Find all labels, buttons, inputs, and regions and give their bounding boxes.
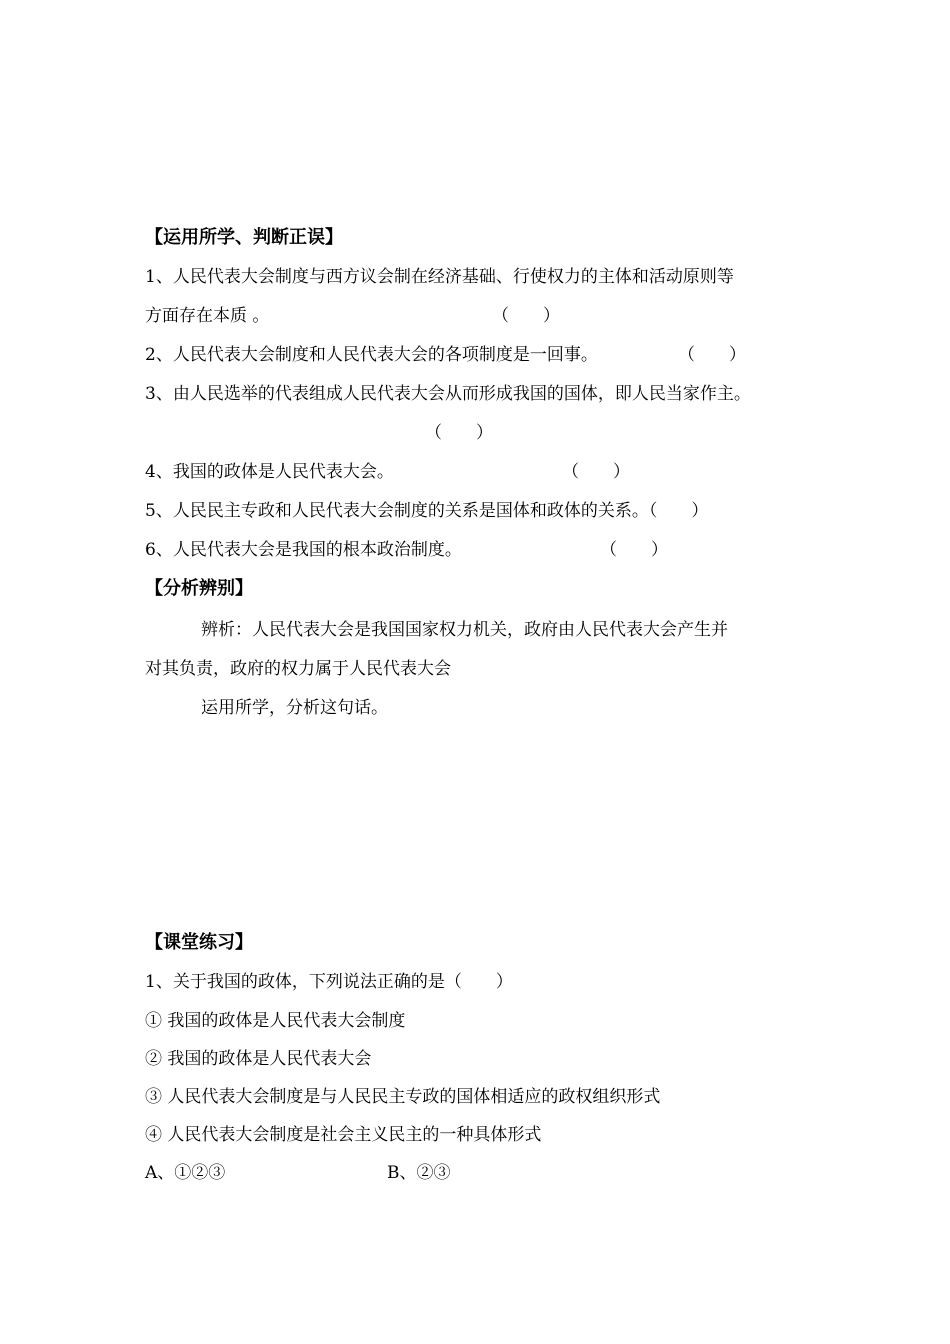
option-3: ③ 人民代表大会制度是与人民民主专政的国体相适应的政权组织形式 [145, 1087, 661, 1107]
answer-blank-2[interactable]: （ ） [678, 345, 746, 365]
answer-blank-1[interactable]: （ ） [492, 306, 560, 326]
question-5: 5、人民民主专政和人民代表大会制度的关系是国体和政体的关系。（ ） [145, 501, 709, 521]
section-heading-judgement: 【运用所学、判断正误】 [145, 227, 343, 248]
question-3: 3、由人民选举的代表组成人民代表大会从而形成我国的国体，即人民当家作主。 [145, 384, 751, 404]
analysis-line-2: 对其负责，政府的权力属于人民代表大会 [145, 659, 451, 679]
option-4: ④ 人民代表大会制度是社会主义民主的一种具体形式 [145, 1125, 542, 1145]
question-1-line-2: 方面存在本质 。 [145, 306, 270, 326]
question-6: 6、人民代表大会是我国的根本政治制度。 [145, 540, 462, 560]
analysis-instruction: 运用所学，分析这句话。 [201, 698, 388, 718]
practice-question-1: 1、关于我国的政体，下列说法正确的是（ ） [145, 972, 513, 992]
option-2: ② 我国的政体是人民代表大会 [145, 1049, 372, 1069]
option-1: ① 我国的政体是人民代表大会制度 [145, 1011, 406, 1031]
question-4: 4、我国的政体是人民代表大会。 [145, 462, 394, 482]
answer-blank-4[interactable]: （ ） [562, 462, 630, 482]
answer-blank-6[interactable]: （ ） [600, 540, 668, 560]
section-heading-analysis: 【分析辨别】 [145, 578, 253, 599]
analysis-line-1: 辨析：人民代表大会是我国国家权力机关，政府由人民代表大会产生并 [201, 620, 728, 640]
question-2: 2、人民代表大会制度和人民代表大会的各项制度是一回事。 [145, 345, 598, 365]
choice-a: A、①②③ [145, 1163, 226, 1183]
section-heading-practice: 【课堂练习】 [145, 932, 253, 953]
question-1-line-1: 1、人民代表大会制度与西方议会制在经济基础、行使权力的主体和活动原则等 [145, 267, 734, 287]
choice-b: B、②③ [387, 1163, 451, 1183]
answer-blank-3[interactable]: （ ） [425, 423, 493, 443]
